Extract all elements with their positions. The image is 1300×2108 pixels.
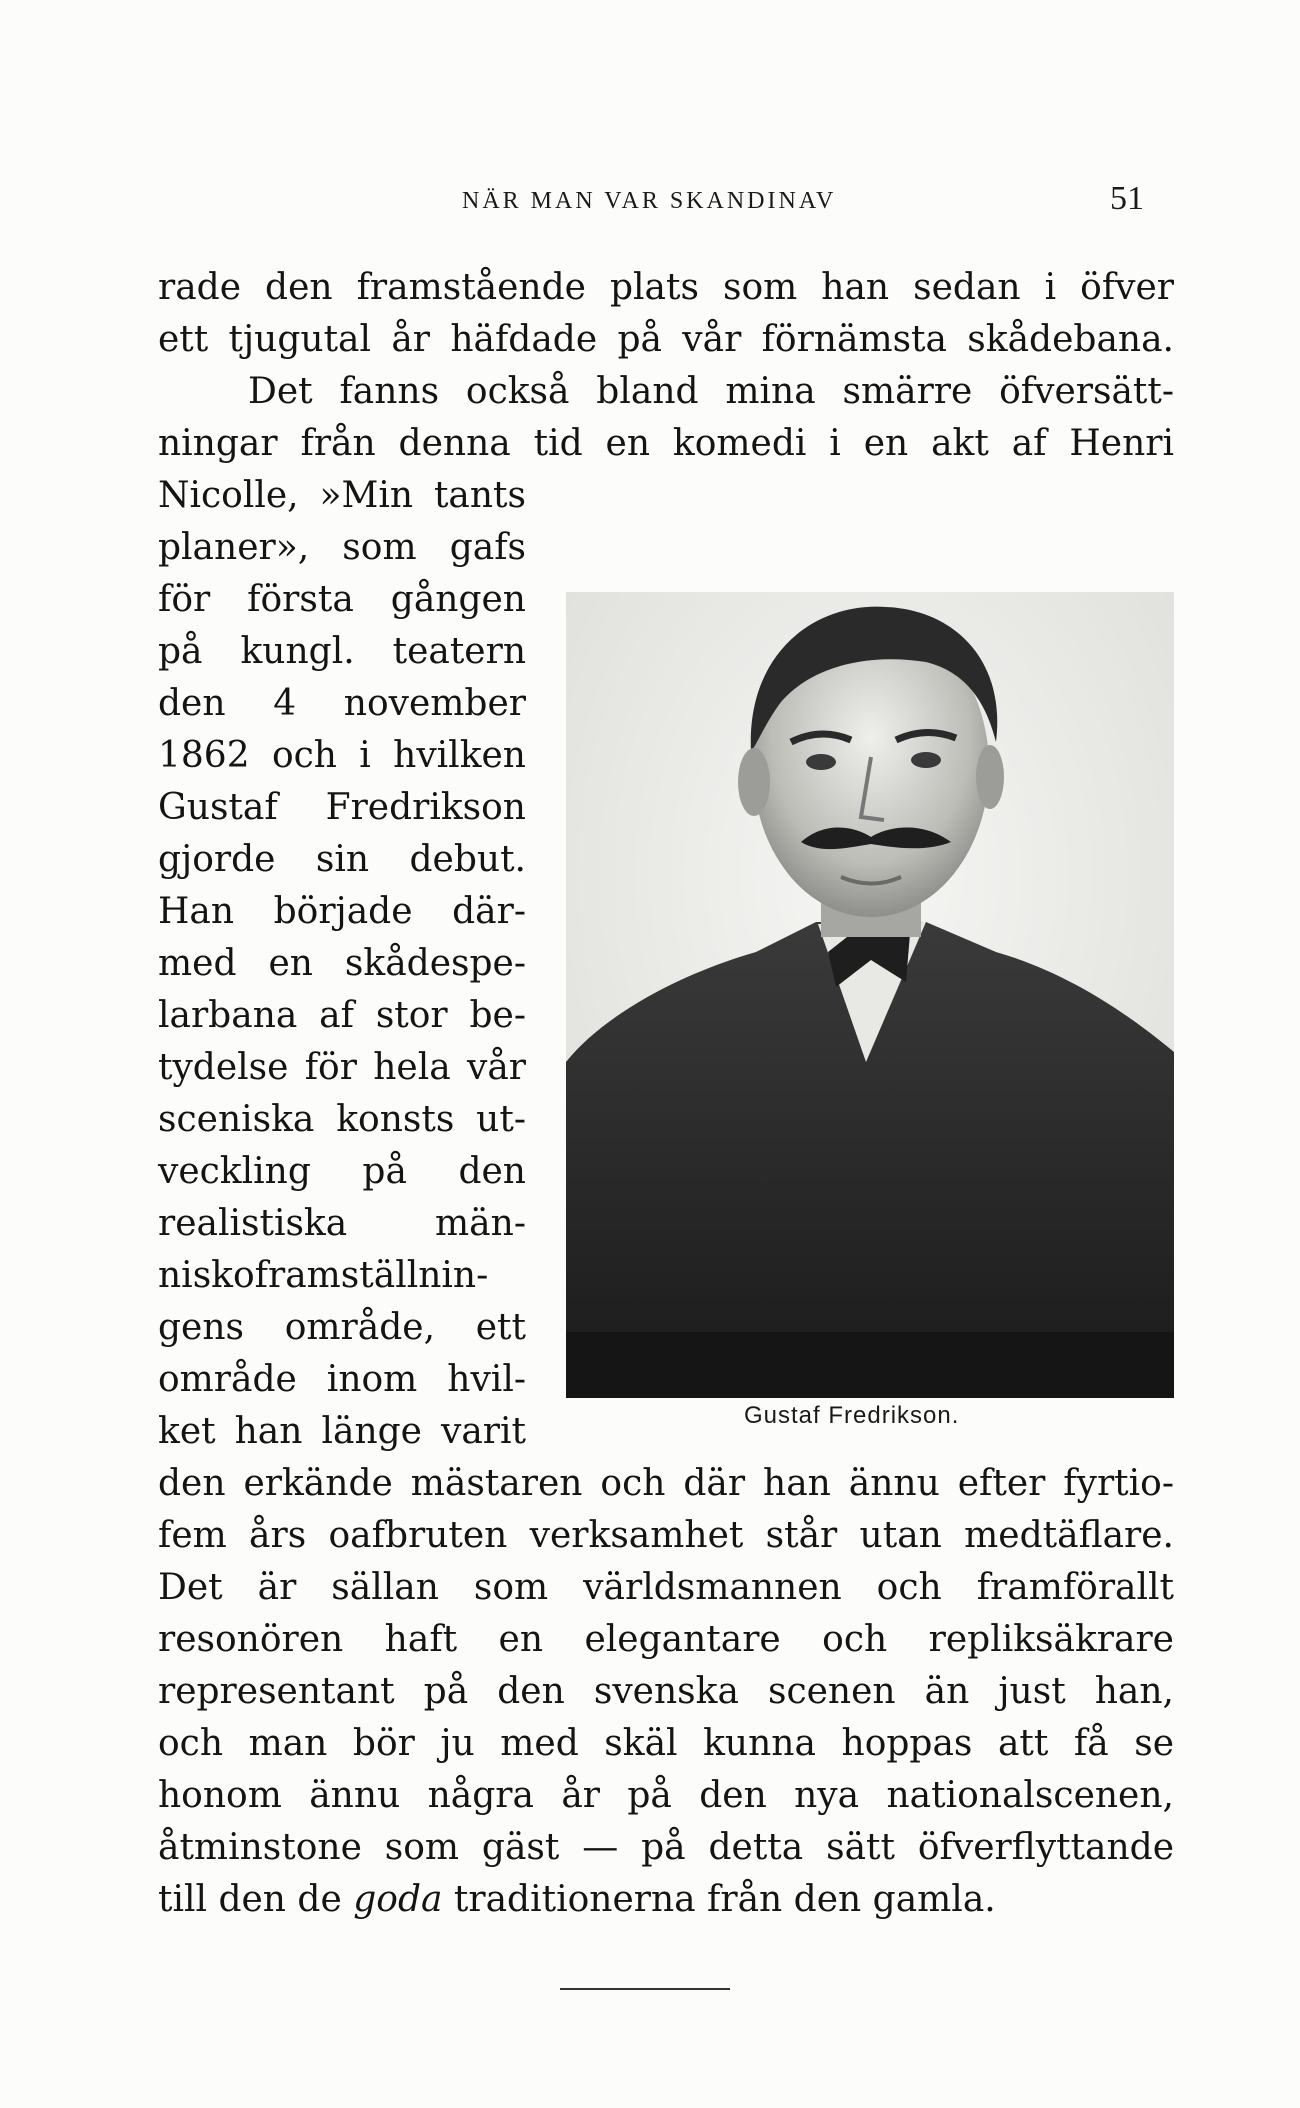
text-line: för första gången xyxy=(158,579,526,620)
figure-caption: Gustaf Fredrikson. xyxy=(744,1402,960,1429)
text-fragment: traditionerna från den gamla. xyxy=(442,1879,996,1920)
text-line xyxy=(158,1874,1174,1926)
text-line: och man bör ju med skäl kunna hoppas att få se xyxy=(158,1723,1174,1764)
text-line: område inom hvil- xyxy=(158,1359,526,1400)
text-fragment: till den de xyxy=(158,1879,354,1920)
end-rule xyxy=(560,1988,730,1990)
text-line: realistiska män- xyxy=(158,1203,526,1244)
text-line: ningar från denna tid en komedi i en akt af Henri xyxy=(158,423,1174,464)
text-line: veckling på den xyxy=(158,1151,526,1192)
text-line: ket han länge varit xyxy=(158,1411,526,1452)
text-line: ett tjugutal år häfdade på vår förnämsta skådebana. xyxy=(158,319,1174,360)
text-line: den 4 november xyxy=(158,683,526,724)
text-line: Gustaf Fredrikson xyxy=(158,787,526,828)
text-line: med en skådespe- xyxy=(158,943,526,984)
text-line: honom ännu några år på den nya nationalscenen, xyxy=(158,1775,1174,1816)
text-line: niskoframställnin- xyxy=(158,1255,489,1296)
text-line: tydelse för hela vår xyxy=(158,1047,526,1088)
text-line: gjorde sin debut. xyxy=(158,839,526,880)
text-line: på kungl. teatern xyxy=(158,631,526,672)
text-line: planer», som gafs xyxy=(158,527,526,568)
portrait-illustration xyxy=(566,592,1174,1398)
text-line: Det är sällan som världsmannen och framförallt xyxy=(158,1567,1174,1608)
text-line: rade den framstående plats som han sedan i öfver xyxy=(158,267,1174,308)
text-line: åtminstone som gäst — på detta sätt öfverflyttande xyxy=(158,1827,1174,1868)
text-line: den erkände mästaren och där han ännu efter fyrtio- xyxy=(158,1463,1174,1504)
page-header xyxy=(0,180,1300,228)
text-line: Han började där- xyxy=(158,891,526,932)
text-line: larbana af stor be- xyxy=(158,995,526,1036)
text-line: fem års oafbruten verksamhet står utan medtäflare. xyxy=(158,1515,1174,1556)
text-line: representant på den svenska scenen än just han, xyxy=(158,1671,1174,1712)
text-line: 1862 och i hvilken xyxy=(158,735,526,776)
text-line: gens område, ett xyxy=(158,1307,526,1348)
page-number: 51 xyxy=(1110,180,1144,217)
portrait-photo xyxy=(566,592,1174,1398)
text-line: Nicolle, »Min tants xyxy=(158,475,526,516)
running-title: NÄR MAN VAR SKANDINAV xyxy=(462,188,837,214)
text-line: sceniska konsts ut- xyxy=(158,1099,526,1140)
italic-word: goda xyxy=(353,1879,443,1920)
text-line: resonören haft en elegantare och repliksäkrare xyxy=(158,1619,1174,1660)
text-line: Det fanns också bland mina smärre öfversätt- xyxy=(248,371,1174,412)
